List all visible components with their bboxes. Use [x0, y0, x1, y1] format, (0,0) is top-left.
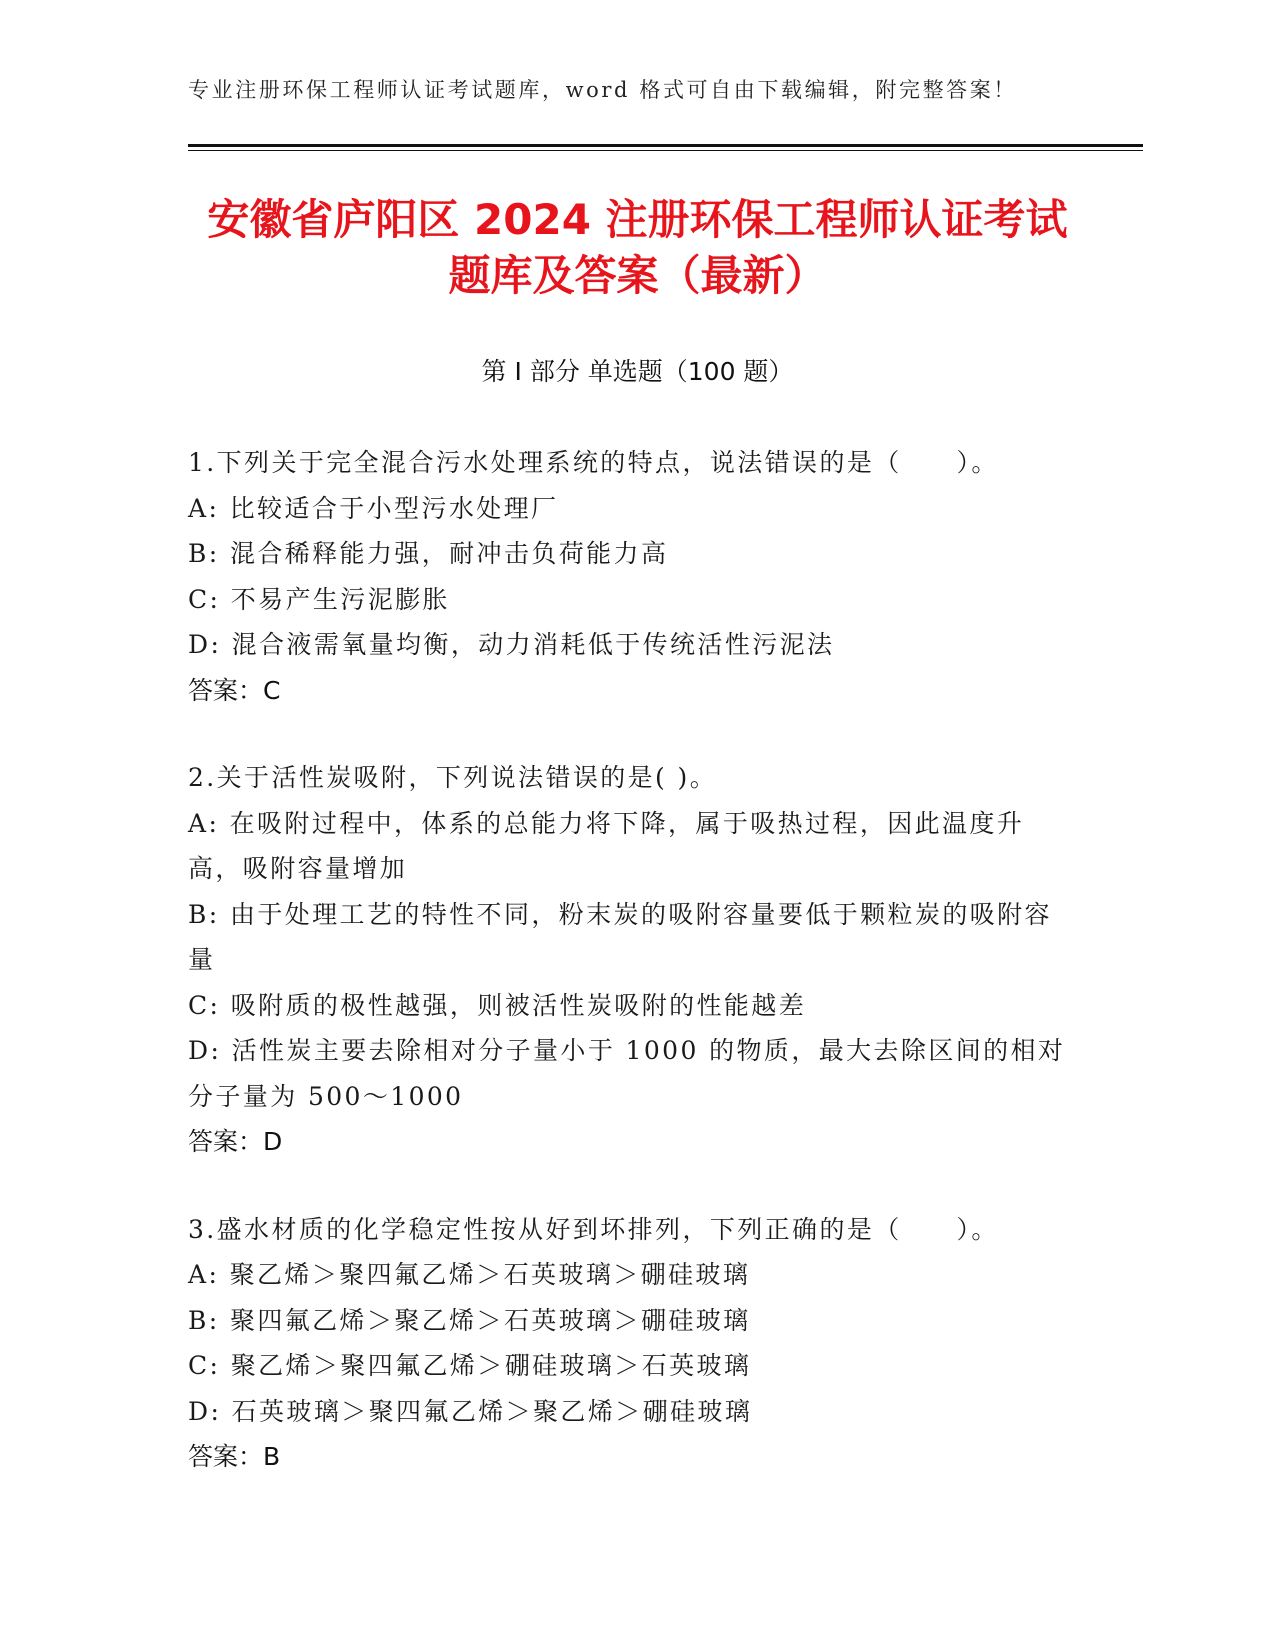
question-2 — [188, 755, 1068, 1165]
option-a: A: 在吸附过程中，体系的总能力将下降，属于吸热过程，因此温度升高，吸附容量增加 — [188, 808, 1025, 883]
section-title: 第 I 部分 单选题（100 题） — [481, 357, 794, 386]
question-list — [188, 440, 1068, 1522]
answer-label: 答案：D — [188, 1127, 283, 1156]
document-title-line-2: 题库及答案（最新） — [448, 251, 827, 300]
option-c: C: 吸附质的极性越强，则被活性炭吸附的性能越差 — [188, 990, 807, 1020]
question-3 — [188, 1207, 1068, 1480]
document-title-line-1: 安徽省庐阳区 2024 注册环保工程师认证考试 — [207, 195, 1068, 244]
answer-label: 答案：B — [188, 1442, 281, 1471]
option-c: C: 不易产生污泥膨胀 — [188, 584, 450, 614]
answer-label: 答案：C — [188, 675, 281, 705]
document-title — [150, 192, 1125, 304]
option-c: C: 聚乙烯＞聚四氟乙烯＞硼硅玻璃＞石英玻璃 — [188, 1351, 752, 1380]
question-stem: 2.关于活性炭吸附，下列说法错误的是( )。 — [188, 763, 718, 792]
option-d: D: 石英玻璃＞聚四氟乙烯＞聚乙烯＞硼硅玻璃 — [188, 1396, 753, 1426]
option-b: B: 混合稀释能力强，耐冲击负荷能力高 — [188, 539, 669, 568]
option-b: B: 聚四氟乙烯＞聚乙烯＞石英玻璃＞硼硅玻璃 — [188, 1305, 751, 1335]
option-d: D: 活性炭主要去除相对分子量小于 1000 的物质，最大去除区间的相对分子量为 500～1000 — [188, 1036, 1066, 1111]
option-b: B: 由于处理工艺的特性不同，粉末炭的吸附容量要低于颗粒炭的吸附容量 — [188, 899, 1052, 974]
header-rule-thick — [188, 144, 1143, 147]
header-rule-thin — [188, 150, 1143, 151]
option-a: A: 聚乙烯＞聚四氟乙烯＞石英玻璃＞硼硅玻璃 — [188, 1260, 751, 1289]
option-a: A: 比较适合于小型污水处理厂 — [188, 493, 559, 523]
option-d: D: 混合液需氧量均衡，动力消耗低于传统活性污泥法 — [188, 630, 835, 659]
question-stem: 1.下列关于完全混合污水处理系统的特点，说法错误的是（ ）。 — [188, 448, 999, 477]
header-note: 专业注册环保工程师认证考试题库，word 格式可自由下载编辑，附完整答案！ — [188, 78, 1017, 102]
question-stem: 3.盛水材质的化学稳定性按从好到坏排列，下列正确的是（ ）。 — [188, 1214, 999, 1244]
question-1 — [188, 440, 1068, 713]
